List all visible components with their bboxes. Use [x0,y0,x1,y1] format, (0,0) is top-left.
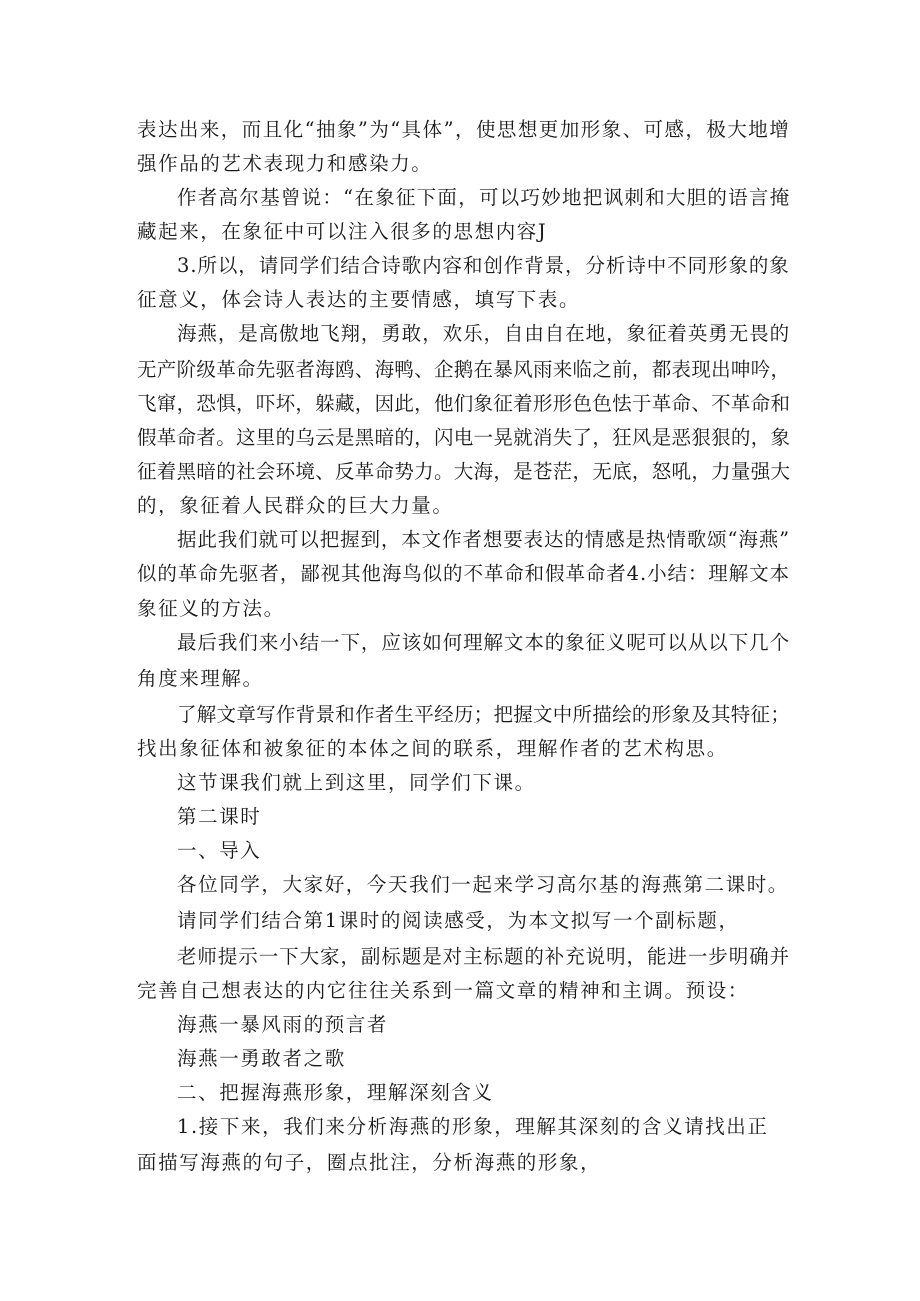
text-line: 各位同学，大家好，今天我们一起来学习高尔基的海燕第二课时。 [177,873,789,896]
text-line: 强作品的艺术表现力和感染力。 [137,152,433,175]
text-line: 3.所以，请同学们结合诗歌内容和创作背景，分析诗中不同形象的象 [177,254,790,277]
text-line: 1.接下来，我们来分析海燕的形象，理解其深刻的含义请找出正 [177,1115,769,1138]
section-heading: 一、导入 [177,839,262,862]
text-line: 无产阶级革命先驱者海鸥、海鸭、企鹅在暴风雨来临之前，都表现出呻吟， [137,358,791,381]
text-line: 藏起来，在象征中可以注入很多的思想内容J [137,220,548,243]
text-line: 这节课我们就上到这里，同学们下课。 [177,771,536,794]
text-line: 老师提示一下大家，副标题是对主标题的补充说明，能进一步明确并 [177,945,790,968]
text-line: 找出象征体和被象征的本体之间的联系，理解作者的艺术构思。 [137,737,728,760]
text-line: 据此我们就可以把握到，本文作者想要表达的情感是热情歌颂“海燕” [177,528,791,551]
text-line: 象征义的方法。 [137,597,285,620]
text-line: 海燕一暴风雨的预言者 [177,1013,389,1036]
text-line: 的，象征着人民群众的巨大力量。 [137,494,454,517]
text-line: 假革命者。这里的乌云是黑暗的，闪电一晃就消失了，狂风是恶狠狠的，象 [137,426,791,449]
text-line: 征着黑暗的社会环境、反革命势力。大海，是苍茫，无底，怒吼，力量强大 [137,460,791,483]
text-line: 请同学们结合第1课时的阅读感受，为本文拟写一个副标题， [177,909,740,932]
text-line: 面描写海燕的句子，圈点批注，分析海燕的形象， [137,1151,602,1174]
text-line: 角度来理解。 [137,667,264,690]
text-line: 完善自己想表达的内它往往关系到一篇文章的精神和主调。预设： [137,979,749,1002]
text-line: 飞窜，恐惧，吓坏，躲藏，因此，他们象征着形形色色怯于革命、不革命和 [137,392,791,415]
text-line: 最后我们来小结一下，应该如何理解文本的象征义呢可以从以下几个 [177,631,790,654]
text-line: 征意义，体会诗人表达的主要情感，填写下表。 [137,288,581,311]
text-line: 表达出来，而且化“抽象”为“具体”，使思想更加形象、可感，极大地增 [137,118,791,141]
text-line: 似的革命先驱者，鄙视其他海鸟似的不革命和假革命者4.小结：理解文本 [137,562,790,585]
text-line: 了解文章写作背景和作者生平经历；把握文中所描绘的形象及其特征； [177,703,791,726]
section-heading: 第二课时 [177,805,262,828]
text-line: 作者高尔基曾说：“在象征下面，可以巧妙地把讽刺和大胆的语言掩 [177,186,791,209]
text-line: 海燕一勇敢者之歌 [177,1047,346,1070]
section-heading: 二、把握海燕形象，理解深刻含义 [177,1081,494,1104]
text-line: 海燕，是高傲地飞翔，勇敢，欢乐，自由自在地，象征着英勇无畏的 [177,322,790,345]
